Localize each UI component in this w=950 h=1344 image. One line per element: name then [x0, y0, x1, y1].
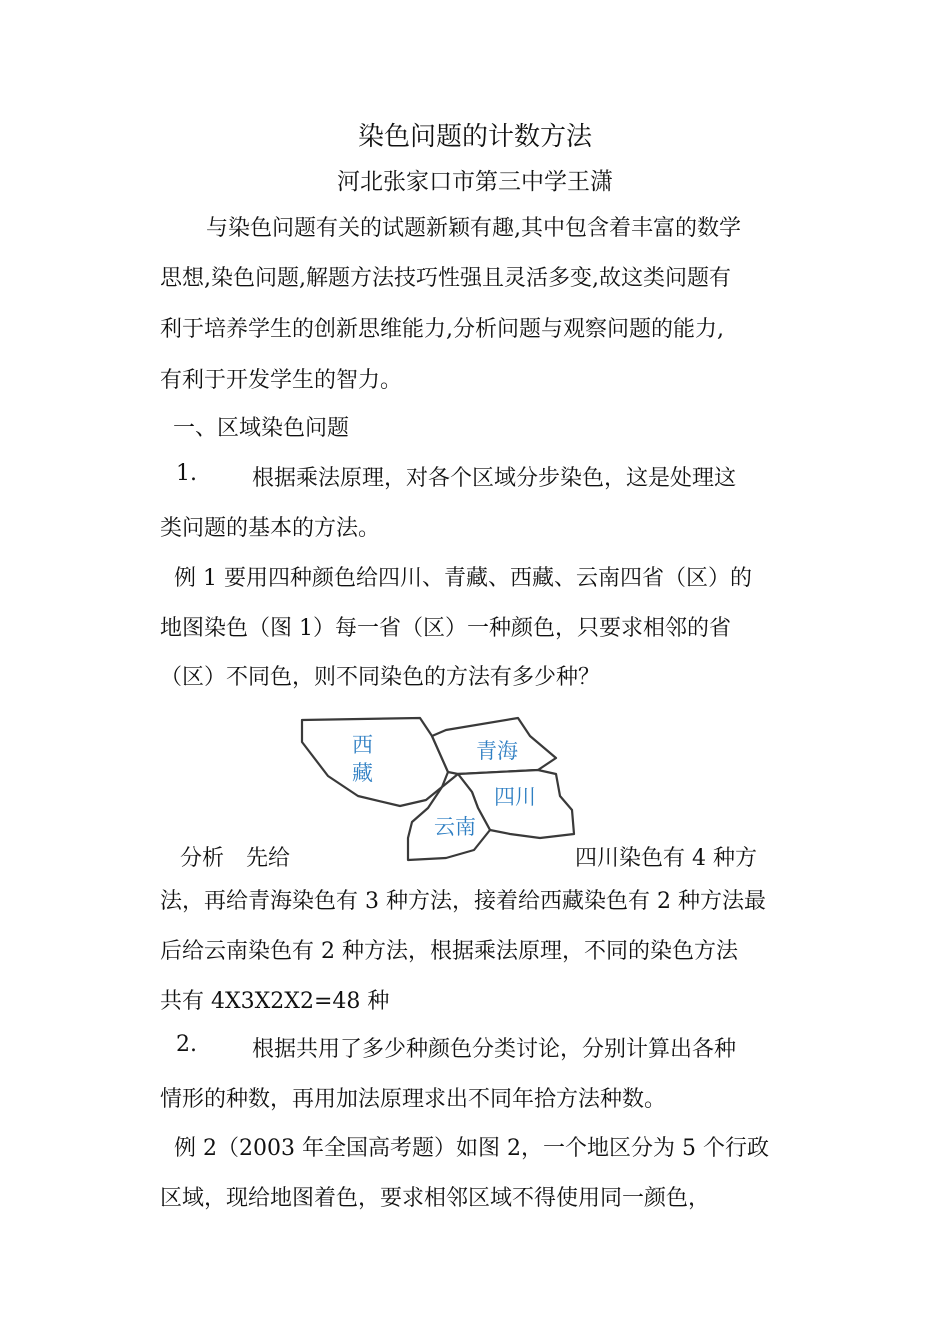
province-map-figure: [296, 712, 580, 864]
example-2-line-1: 例 2（2003 年全国高考题）如图 2，一个地区分为 5 个行政: [174, 1136, 769, 1161]
example-1-line-3: （区）不同色，则不同染色的方法有多少种？: [160, 665, 601, 690]
intro-line-2: 思想,染色问题,解题方法技巧性强且灵活多变,故这类问题有: [160, 266, 731, 291]
analysis-line-3: 后给云南染色有 2 种方法，根据乘法原理，不同的染色方法: [160, 939, 738, 964]
xizang-label-2: 藏: [352, 761, 373, 785]
method-1-line-1: 根据乘法原理，对各个区域分步染色，这是处理这: [252, 466, 737, 491]
example-1-line-1: 例 1 要用四种颜色给四川、青藏、西藏、云南四省（区）的: [174, 566, 752, 591]
analysis-line-2: 法，再给青海染色有 3 种方法，接着给西藏染色有 2 种方法最: [160, 889, 766, 914]
analysis-right: 四川染色有 4 种方: [575, 846, 757, 871]
method-2-line-1: 根据共用了多少种颜色分类讨论，分别计算出各种: [252, 1037, 737, 1062]
sichuan-label: 四川: [494, 785, 536, 809]
yunnan-label: 云南: [434, 815, 476, 839]
example-1-line-2: 地图染色（图 1）每一省（区）一种颜色，只要求相邻的省: [160, 616, 731, 641]
intro-line-3: 利于培养学生的创新思维能力,分析问题与观察问题的能力,: [160, 317, 724, 342]
document-title: 染色问题的计数方法: [357, 122, 592, 152]
method-1-line-2: 类问题的基本的方法。: [160, 516, 381, 541]
intro-line-1: 与染色问题有关的试题新颖有趣,其中包含着丰富的数学: [206, 216, 741, 241]
method-2-number: 2.: [176, 1032, 197, 1057]
author-line: 河北张家口市第三中学王潇: [337, 169, 613, 195]
intro-line-4: 有利于开发学生的智力。: [160, 368, 403, 393]
section-heading: 一、区域染色问题: [173, 416, 350, 441]
method-1-number: 1.: [176, 461, 197, 486]
analysis-left: 分析 先给: [180, 846, 291, 871]
example-2-line-2: 区域，现给地图着色，要求相邻区域不得使用同一颜色，: [160, 1186, 711, 1211]
xizang-label-1: 西: [352, 733, 373, 757]
method-2-line-2: 情形的种数，再用加法原理求出不同年拾方法种数。: [160, 1087, 667, 1112]
qinghai-label: 青海: [476, 739, 518, 763]
xizang-region: [302, 718, 448, 806]
analysis-line-4: 共有 4X3X2X2=48 种: [160, 989, 390, 1014]
